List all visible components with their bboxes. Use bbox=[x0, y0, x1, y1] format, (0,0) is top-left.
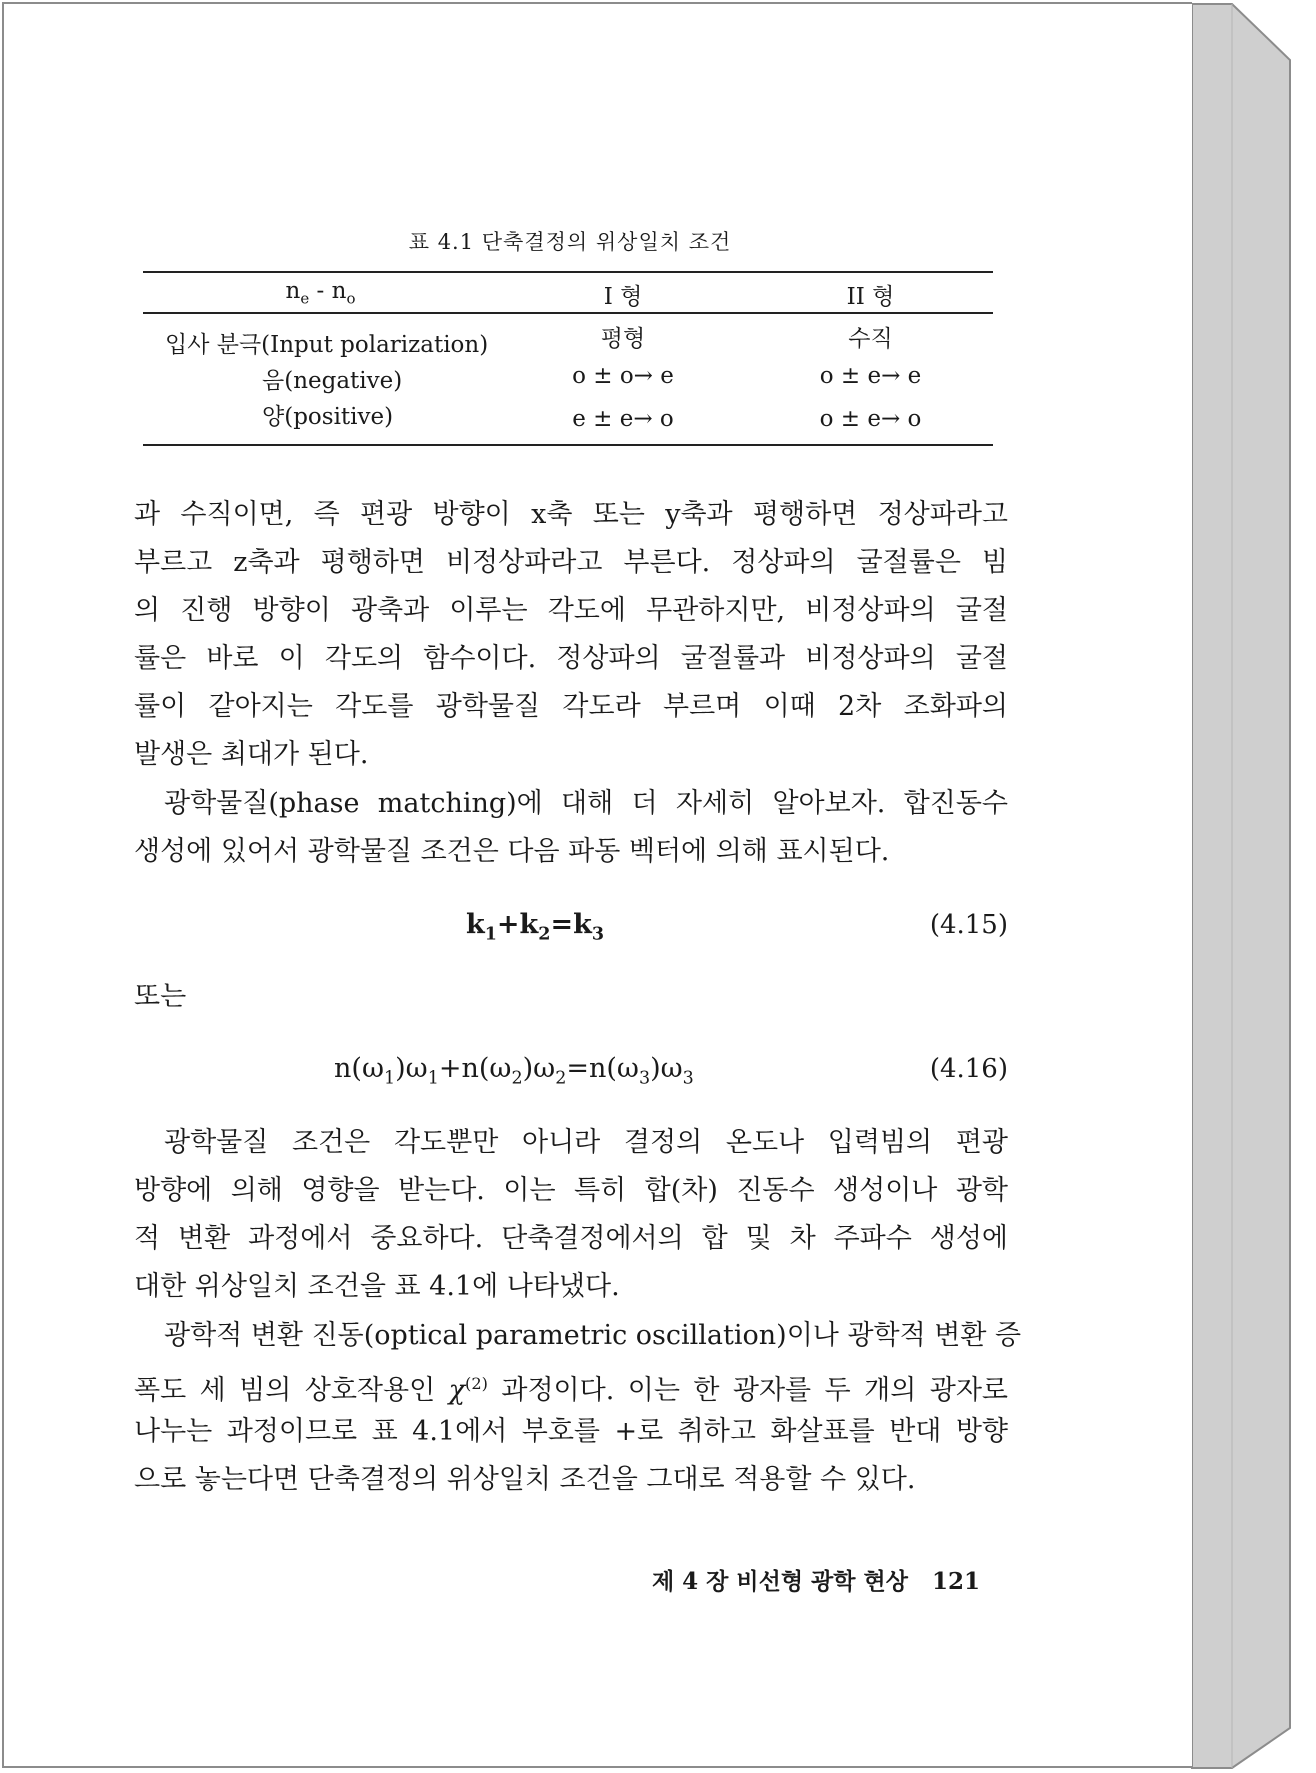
table-header-rule bbox=[143, 312, 993, 314]
body-line: 광학물질(phase matching)에 대해 더 자세히 알아보자. 합진동수 bbox=[164, 788, 1008, 819]
body-line: 폭도 세 빔의 상호작용인 $\chi^{(2)}$ 과정이다. 이는 한 광자를 두 개의 광자로 bbox=[134, 1374, 1008, 1406]
body-line: 률은 바로 이 각도의 함수이다. 정상파의 굴절률과 비정상파의 굴절 bbox=[134, 643, 1008, 674]
table-bottom-rule bbox=[143, 444, 993, 446]
table-row-label: 양(positive) bbox=[262, 404, 394, 430]
body-line: 발생은 최대가 된다. bbox=[134, 739, 369, 770]
body-line: 또는 bbox=[134, 981, 187, 1012]
chapter-title: 제 4 장 비선형 광학 현상 bbox=[651, 1568, 908, 1595]
page-footer bbox=[652, 1563, 980, 1596]
body-line: 과 수직이면, 즉 편광 방향이 x축 또는 y축과 평행하면 정상파라고 bbox=[134, 499, 1008, 530]
table-row-label: 음(negative) bbox=[262, 368, 403, 394]
page-number: 121 bbox=[931, 1568, 980, 1595]
body-line: 광학적 변환 진동(optical parametric oscillation)이나 광학적 변환 증 bbox=[164, 1320, 1022, 1351]
table-row-type1: 평형 bbox=[600, 326, 646, 352]
table-row-type1: o ± o→ e bbox=[572, 363, 674, 389]
equation-4-15: $k_1+k_2=k_3$ bbox=[466, 909, 605, 945]
table-caption: 표 4.1 단축결정의 위상일치 조건 bbox=[408, 230, 732, 254]
table-row-type2: o ± e→ o bbox=[819, 406, 922, 432]
body-line: 대한 위상일치 조건을 표 4.1에 나타냈다. bbox=[134, 1271, 620, 1302]
body-line: 부르고 z축과 평행하면 비정상파라고 부른다. 정상파의 굴절률은 빔 bbox=[134, 547, 1008, 578]
body-line: 으로 놓는다면 단축결정의 위상일치 조건을 그대로 적용할 수 있다. bbox=[134, 1464, 916, 1495]
table-row-type2: 수직 bbox=[848, 326, 893, 352]
table-row-type2: o ± e→ e bbox=[819, 363, 922, 389]
table-header-type1: I 형 bbox=[603, 284, 643, 310]
body-line: 나누는 과정이므로 표 4.1에서 부호를 +로 취하고 화살표를 반대 방향 bbox=[134, 1416, 1008, 1447]
equation-number: (4.15) bbox=[929, 910, 1008, 940]
table-header-col1: $n_e - n_o$ bbox=[285, 278, 356, 308]
body-line: 적 변환 과정에서 중요하다. 단축결정에서의 합 및 차 주파수 생성에 bbox=[134, 1223, 1008, 1254]
book-page bbox=[2, 2, 1192, 1768]
table-row-type1: e ± e→ o bbox=[572, 406, 674, 432]
table-row-label: 입사 분극(Input polarization) bbox=[165, 332, 489, 358]
body-line: 의 진행 방향이 광축과 이루는 각도에 무관하지만, 비정상파의 굴절 bbox=[134, 595, 1008, 626]
table-top-rule bbox=[143, 271, 993, 273]
body-line: 률이 같아지는 각도를 광학물질 각도라 부르며 이때 2차 조화파의 bbox=[134, 691, 1008, 722]
body-line: 방향에 의해 영향을 받는다. 이는 특히 합(차) 진동수 생성이나 광학 bbox=[134, 1175, 1008, 1206]
equation-number: (4.16) bbox=[929, 1054, 1008, 1084]
body-line: 광학물질 조건은 각도뿐만 아니라 결정의 온도나 입력빔의 편광 bbox=[164, 1127, 1008, 1158]
table-header-type2: II 형 bbox=[846, 284, 895, 310]
body-line: 생성에 있어서 광학물질 조건은 다음 파동 벡터에 의해 표시된다. bbox=[134, 836, 890, 867]
equation-4-16: $n(\omega_1)\omega_1+n(\omega_2)\omega_2=n(\omega_3)\omega_3$ bbox=[334, 1053, 694, 1089]
